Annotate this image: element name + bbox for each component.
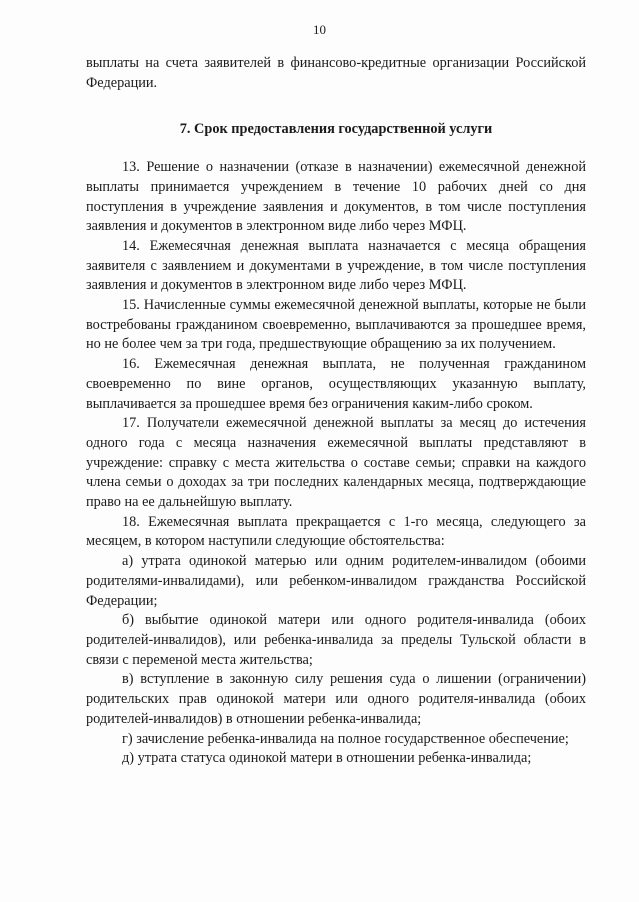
document-body — [86, 54, 586, 769]
paragraph-16: 16. Ежемесячная денежная выплата, не полученная гражданином своевременно по вине органов, осуществляющих указанную выплату, выплачивается за прошедшее время без ограничения каким-либо сроком. — [86, 356, 586, 412]
subitem-a: а) утрата одинокой матерью или одним родителем-инвалидом (обоими родителями-инвалидами), или ребенком-инвалидом гражданства Российской Федерации; — [86, 553, 586, 609]
section-heading: 7. Срок предоставления государственной услуги — [179, 121, 493, 138]
paragraph-14: 14. Ежемесячная денежная выплата назначается с месяца обращения заявителя с заявлением и документами в учреждение, в том числе поступления заявления и документов в электронном виде либо через МФЦ. — [86, 237, 586, 294]
paragraph-13: 13. Решение о назначении (отказе в назначении) ежемесячной денежной выплаты принимается учреждением в течение 10 рабочих дней со дня поступления в учреждение заявления и документов, в том числе поступления заявления и документов в электронном виде либо через МФЦ. — [86, 159, 586, 235]
subitem-v: в) вступление в законную силу решения суда о лишении (ограничении) родительских прав одинокой матери или одного родителя-инвалида (обоих родителей-инвалидов) в отношении ребенка-инвалида; — [86, 671, 586, 727]
intro-paragraph: выплаты на счета заявителей в финансово-кредитные организации Российской Федерации. — [86, 55, 586, 91]
paragraph-17: 17. Получатели ежемесячной денежной выплаты за месяц до истечения одного года с месяца назначения ежемесячной выплаты представляют в учреждение: справку с места жительства о составе семьи; справки на каждого члена семьи о доходах за три последних календарных месяца, подтверждающие право на ее дальнейшую выплату. — [86, 415, 586, 511]
page-number: 10 — [313, 22, 326, 37]
subitem-d: д) утрата статуса одинокой матери в отношении ребенка-инвалида; — [122, 750, 532, 767]
subitem-g: г) зачисление ребенка-инвалида на полное государственное обеспечение; — [122, 730, 569, 747]
paragraph-18: 18. Ежемесячная выплата прекращается с 1-го месяца, следующего за месяцем, в котором наступили следующие обстоятельства: — [86, 513, 586, 550]
subitem-b: б) выбытие одинокой матери или одного родителя-инвалида (обоих родителей-инвалидов), или ребенка-инвалида за пределы Тульской области в связи с переменой места жительства; — [86, 612, 586, 668]
paragraph-15: 15. Начисленные суммы ежемесячной денежной выплаты, которые не были востребованы гражданином своевременно, выплачиваются за прошедшее время, но не более чем за три года, предшествующие обращению за их получением. — [86, 297, 586, 353]
